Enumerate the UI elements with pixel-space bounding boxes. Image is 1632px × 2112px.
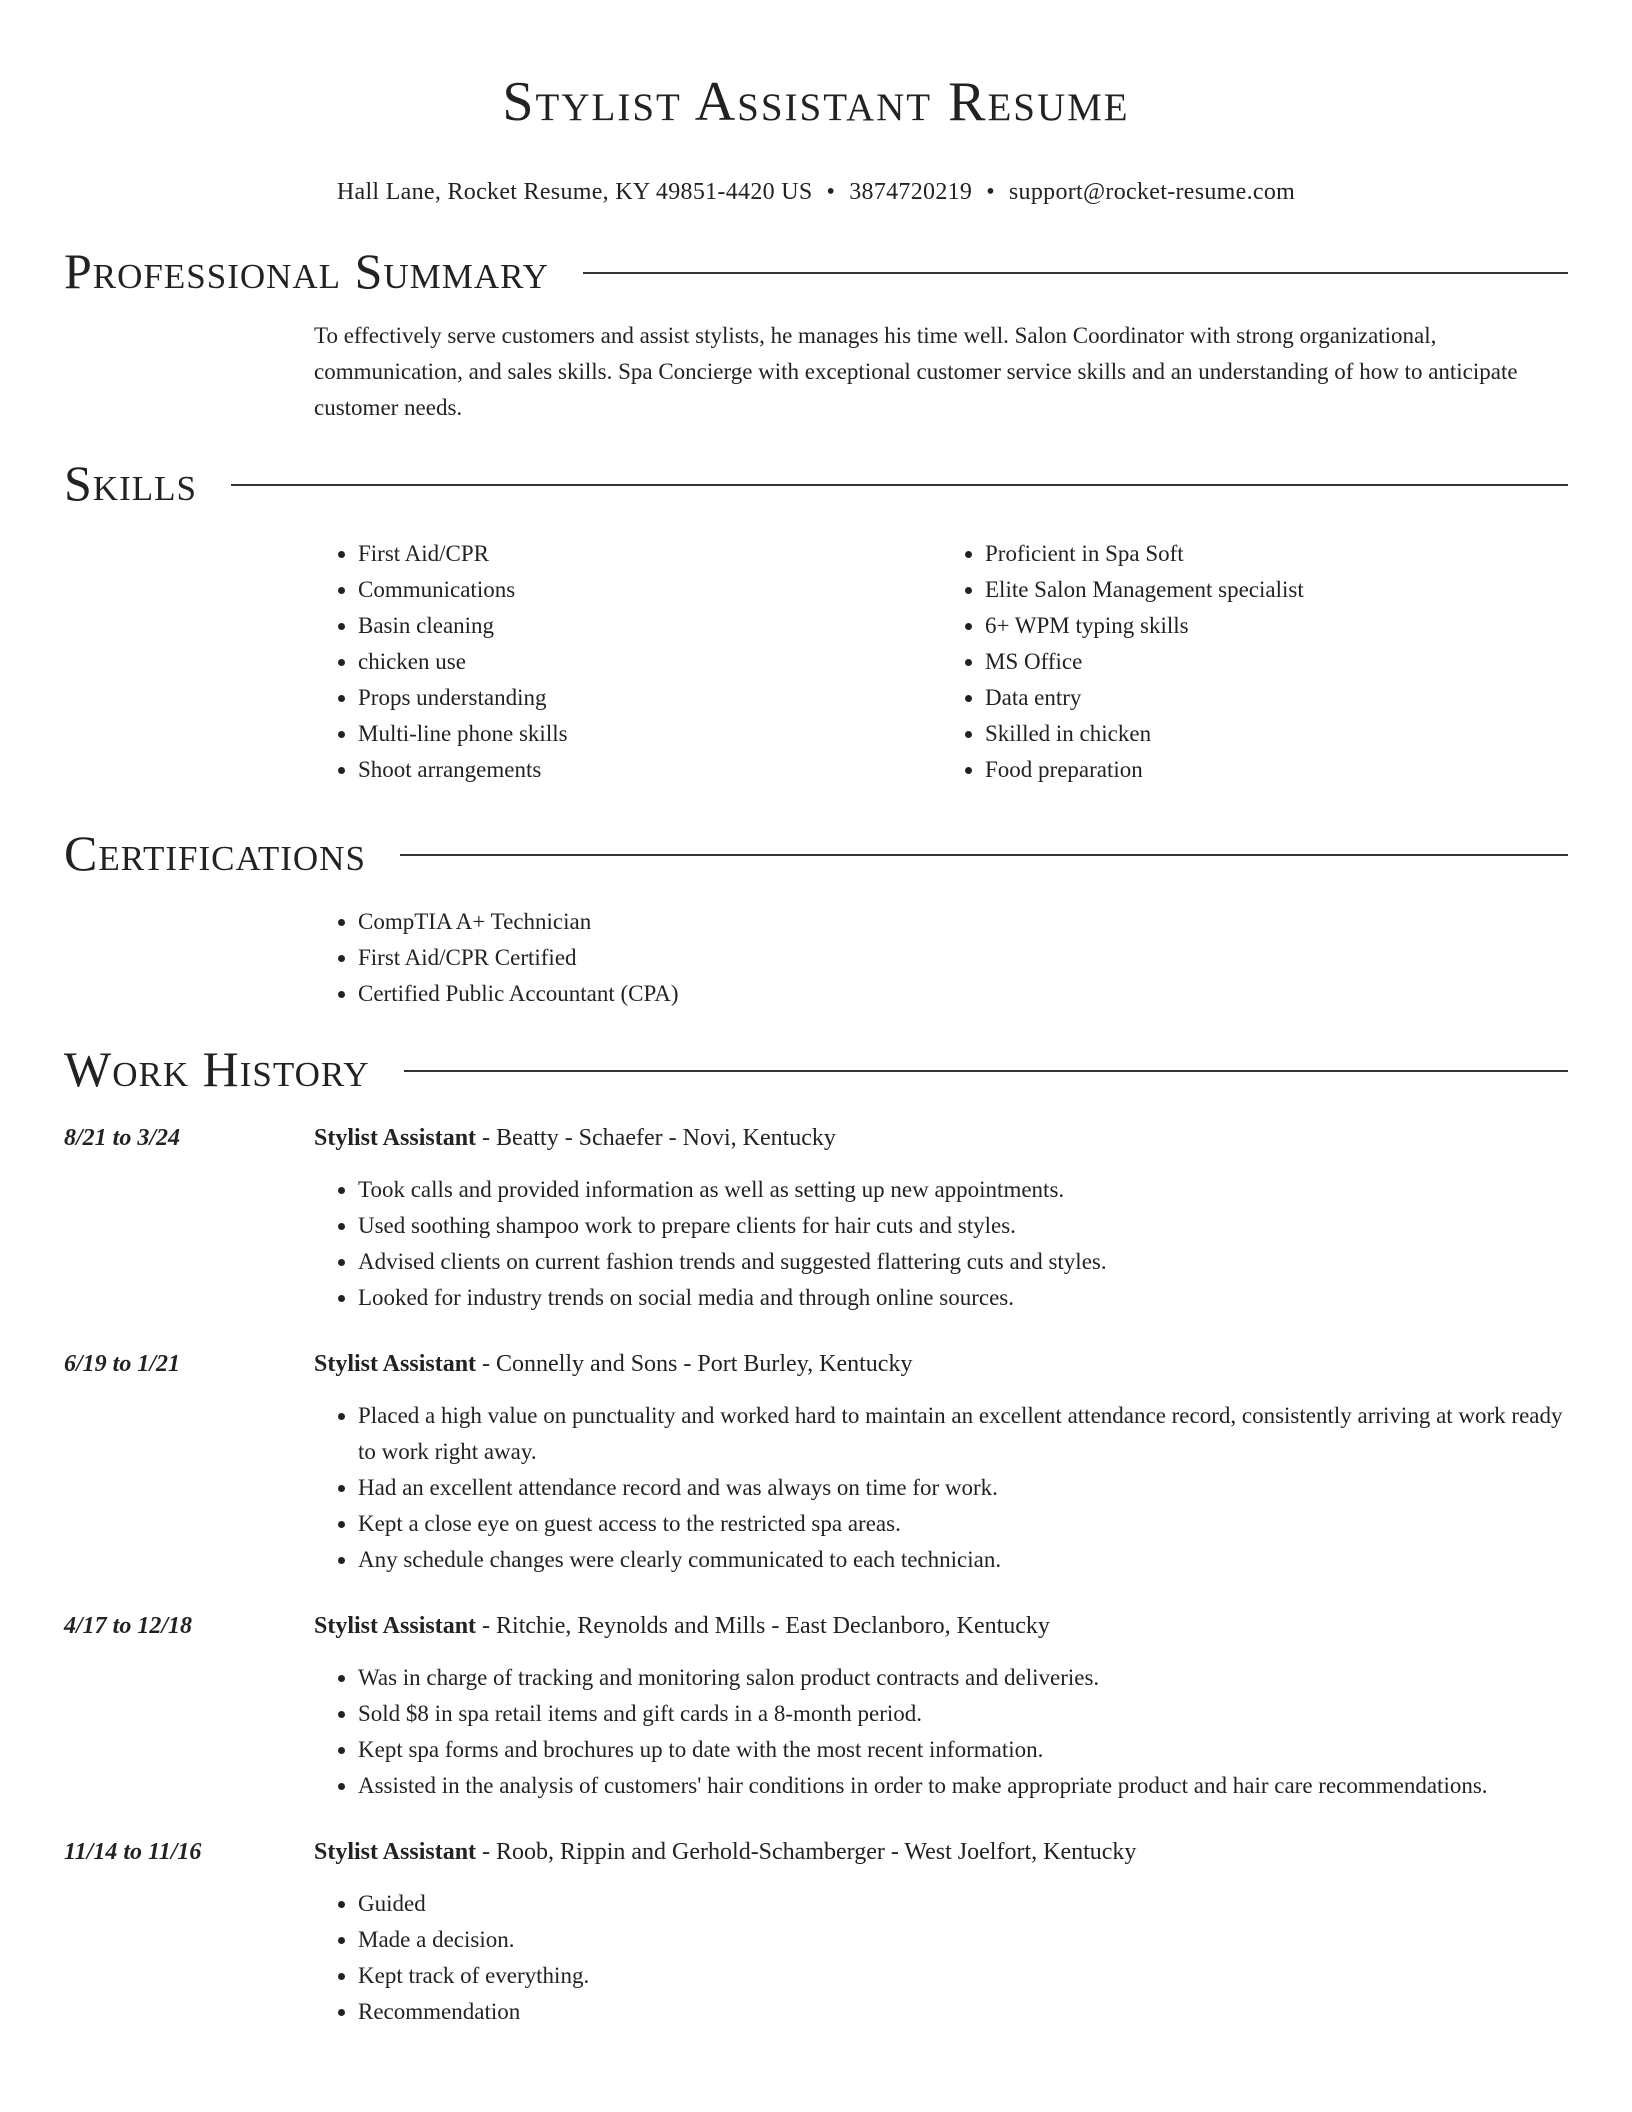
job-bullets <box>314 1172 1568 1316</box>
summary-section-header <box>64 240 1568 302</box>
job-bullets <box>314 1660 1568 1804</box>
skill-item: • Proficient in Spa Soft <box>985 536 1568 572</box>
job-bullet: • Kept spa forms and brochures up to date with the most recent information. <box>358 1732 1568 1768</box>
job-dates: 4/17 to 12/18 <box>64 1613 193 1639</box>
skills-section-header <box>64 452 1568 514</box>
job-company: - Roob, Rippin and Gerhold-Schamberger - West Joelfort, Kentucky <box>476 1839 1137 1865</box>
job-company: - Ritchie, Reynolds and Mills - East Declanboro, Kentucky <box>476 1613 1050 1639</box>
job-details <box>314 1120 1568 1316</box>
job-bullets <box>314 1886 1568 2030</box>
skills-grid <box>314 536 1568 788</box>
skill-item: • First Aid/CPR <box>358 536 941 572</box>
job-title: Stylist Assistant <box>314 1613 477 1639</box>
skill-item: • Food preparation <box>985 752 1568 788</box>
certification-item: • Certified Public Accountant (CPA) <box>358 976 1568 1012</box>
summary-text: To effectively serve customers and assist stylists, he manages his time well. Salon Coordinator with strong organizational, communication, and sales skills. Spa Concierge with exceptional customer service skills and an understanding of how to anticipate customer needs. <box>314 323 1518 420</box>
skill-item: • Data entry <box>985 680 1568 716</box>
job-bullets <box>314 1398 1568 1578</box>
job-dates: 6/19 to 1/21 <box>64 1351 181 1377</box>
certifications-body <box>314 904 1568 1012</box>
section-divider <box>231 484 1568 486</box>
job-bullet: • Sold $8 in spa retail items and gift cards in a 8-month period. <box>358 1696 1568 1732</box>
job-heading <box>314 1608 1568 1644</box>
work-heading: Work History <box>64 1041 370 1097</box>
skill-item: • 6+ WPM typing skills <box>985 608 1568 644</box>
job-bullet: • Had an excellent attendance record and was always on time for work. <box>358 1470 1568 1506</box>
job-dates: 11/14 to 11/16 <box>64 1839 202 1865</box>
job-bullet: • Guided <box>358 1886 1568 1922</box>
job-entry <box>64 1120 1568 1316</box>
job-title: Stylist Assistant <box>314 1839 477 1865</box>
skill-item: • Shoot arrangements <box>358 752 941 788</box>
job-entry <box>64 1608 1568 1804</box>
section-divider <box>404 1070 1568 1072</box>
job-title: Stylist Assistant <box>314 1351 477 1377</box>
job-details <box>314 1608 1568 1804</box>
contact-email: support@rocket-resume.com <box>1008 179 1296 205</box>
certifications-section-header <box>64 822 1568 884</box>
skill-item: • MS Office <box>985 644 1568 680</box>
contact-phone: 3874720219 <box>849 179 973 205</box>
skill-item: • Props understanding <box>358 680 941 716</box>
skills-list-right <box>941 536 1568 788</box>
certifications-list <box>314 904 1568 1012</box>
job-company: - Connelly and Sons - Port Burley, Kentucky <box>476 1351 913 1377</box>
skill-item: • Multi-line phone skills <box>358 716 941 752</box>
summary-heading: Professional Summary <box>64 243 549 299</box>
skill-item: • Basin cleaning <box>358 608 941 644</box>
job-heading <box>314 1834 1568 1870</box>
job-entry <box>64 1346 1568 1578</box>
contact-line <box>64 176 1568 208</box>
job-bullet: • Made a decision. <box>358 1922 1568 1958</box>
job-details <box>314 1346 1568 1578</box>
job-bullet: • Kept a close eye on guest access to the restricted spa areas. <box>358 1506 1568 1542</box>
job-company: - Beatty - Schaefer - Novi, Kentucky <box>476 1125 836 1151</box>
job-title: Stylist Assistant <box>314 1125 477 1151</box>
job-details <box>314 1834 1568 2030</box>
job-bullet: • Advised clients on current fashion trends and suggested flattering cuts and styles. <box>358 1244 1568 1280</box>
section-divider <box>583 272 1568 274</box>
summary-body <box>314 318 1568 426</box>
job-bullet: • Any schedule changes were clearly communicated to each technician. <box>358 1542 1568 1578</box>
skills-body <box>314 536 1568 788</box>
contact-address: Hall Lane, Rocket Resume, KY 49851-4420 US <box>336 179 813 205</box>
skill-item: • Skilled in chicken <box>985 716 1568 752</box>
certification-item: • First Aid/CPR Certified <box>358 940 1568 976</box>
job-dates: 8/21 to 3/24 <box>64 1125 181 1151</box>
job-bullet: • Placed a high value on punctuality and worked hard to maintain an excellent attendance record, consistently arriving at work ready to work right away. <box>358 1398 1568 1470</box>
skill-item: • Communications <box>358 572 941 608</box>
job-heading <box>314 1346 1568 1382</box>
certifications-heading: Certifications <box>64 825 366 881</box>
job-bullet: • Recommendation <box>358 1994 1568 2030</box>
work-history-list <box>64 1120 1568 2030</box>
section-divider <box>400 854 1568 856</box>
job-bullet: • Was in charge of tracking and monitoring salon product contracts and deliveries. <box>358 1660 1568 1696</box>
job-bullet: • Looked for industry trends on social media and through online sources. <box>358 1280 1568 1316</box>
contact-separator: • <box>826 179 836 205</box>
job-bullet: • Kept track of everything. <box>358 1958 1568 1994</box>
work-section-header <box>64 1038 1568 1100</box>
job-bullet: • Used soothing shampoo work to prepare clients for hair cuts and styles. <box>358 1208 1568 1244</box>
resume-title: Stylist Assistant Resume <box>502 71 1130 133</box>
skill-item: • chicken use <box>358 644 941 680</box>
job-entry <box>64 1834 1568 2030</box>
contact-separator: • <box>986 179 995 205</box>
job-bullet: • Took calls and provided information as well as setting up new appointments. <box>358 1172 1568 1208</box>
skill-item: • Elite Salon Management specialist <box>985 572 1568 608</box>
skills-heading: Skills <box>64 455 197 511</box>
skills-list-left <box>314 536 941 788</box>
job-heading <box>314 1120 1568 1156</box>
job-bullet: • Assisted in the analysis of customers' hair conditions in order to make appropriate product and hair care recommendations. <box>358 1768 1568 1804</box>
certification-item: • CompTIA A+ Technician <box>358 904 1568 940</box>
